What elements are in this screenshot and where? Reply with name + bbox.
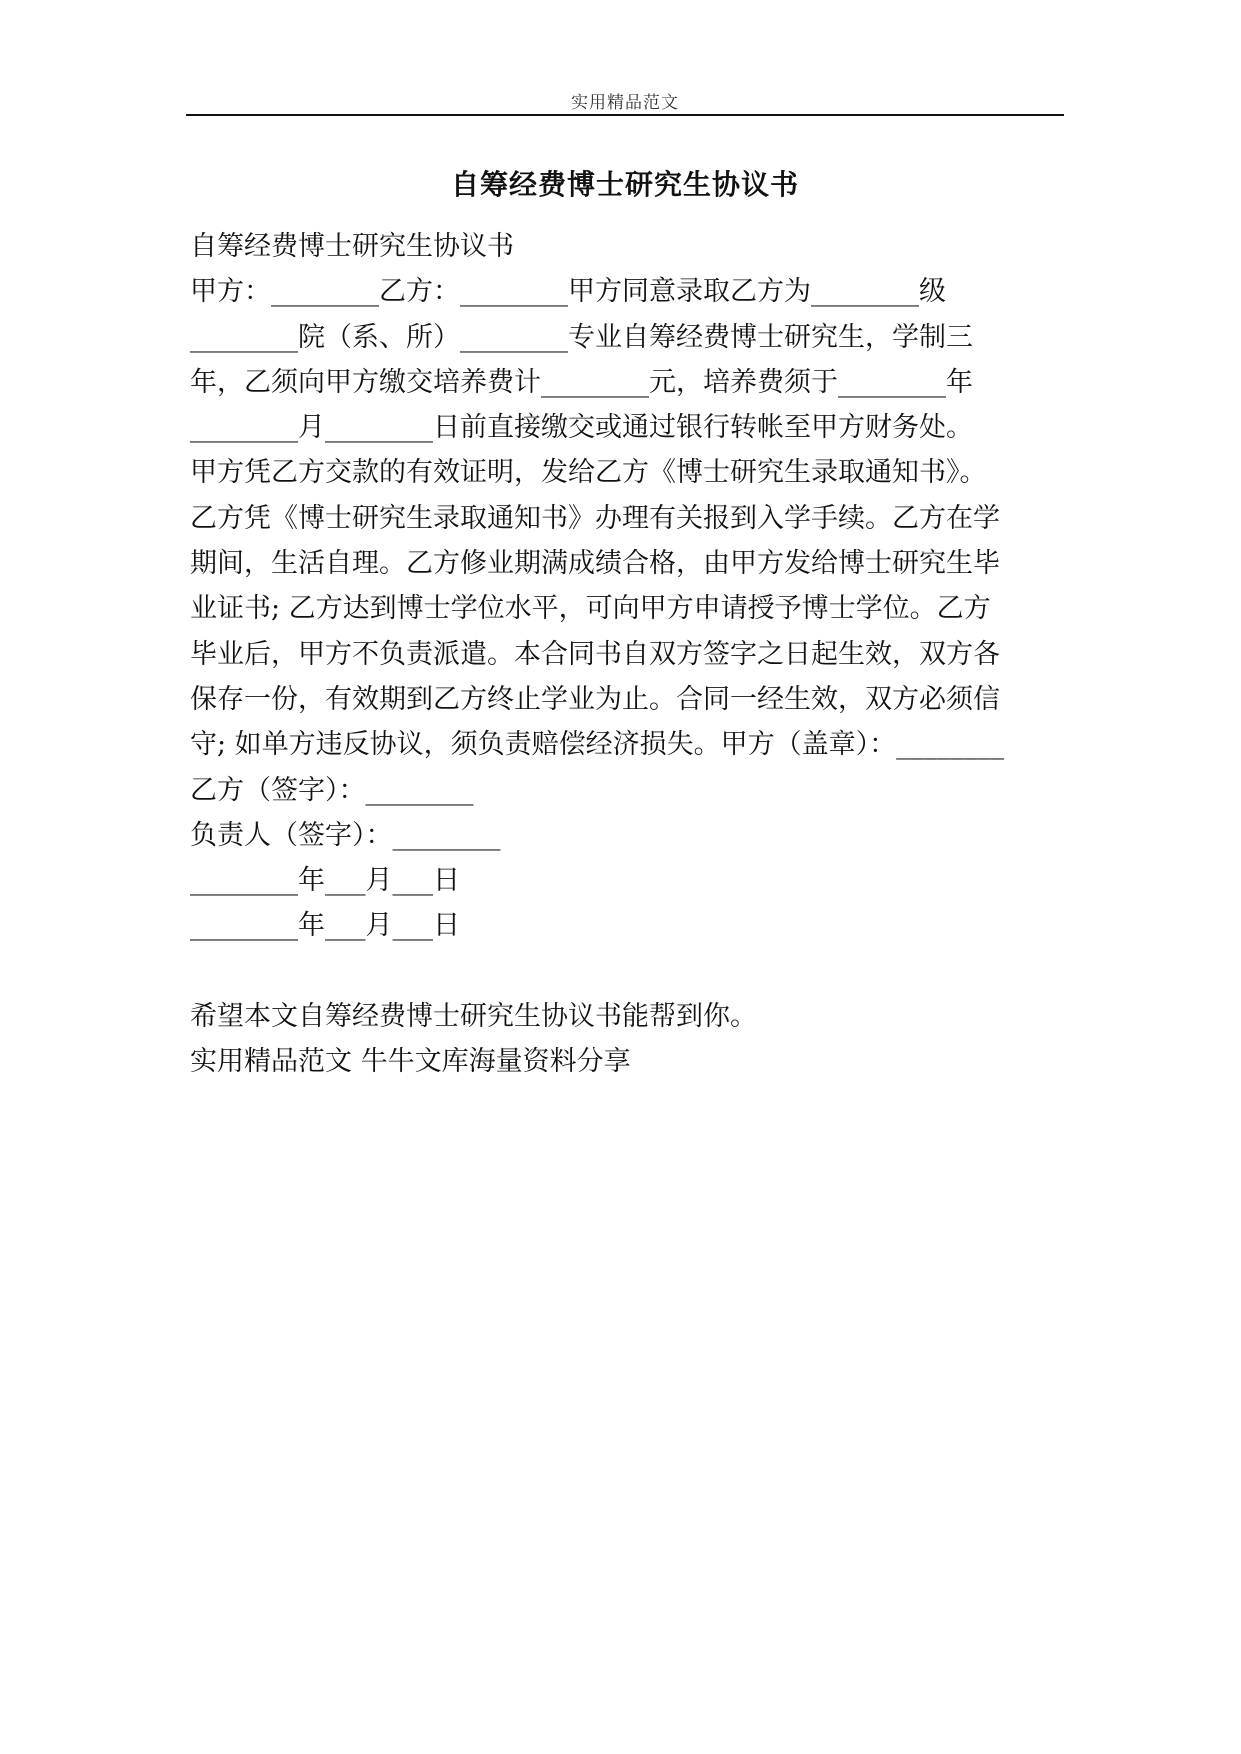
body-line: 业证书; 乙方达到博士学位水平，可向甲方申请授予博士学位。乙方 [190, 593, 991, 625]
body-line: 毕业后，甲方不负责派遣。本合同书自双方签字之日起生效，双方各 [190, 638, 1000, 670]
date-line: ________年___月___日 [190, 865, 460, 897]
body-line: 年，乙须向甲方缴交培养费计________元，培养费须于________年 [190, 366, 973, 398]
signature-line-party-b: 乙方（签字）：________ [190, 774, 474, 806]
body-line: 甲方凭乙方交款的有效证明，发给乙方《博士研究生录取通知书》。 [190, 457, 987, 489]
document-title: 自筹经费博士研究生协议书 [450, 168, 799, 201]
header-rule [186, 114, 1064, 116]
blank-spacer [190, 949, 1070, 994]
document-body [190, 224, 1070, 1085]
closing-line: 希望本文自筹经费博士研究生协议书能帮到你。 [190, 1001, 757, 1033]
signature-line-responsible: 负责人（签字）：________ [190, 819, 501, 851]
footer-line: 实用精品范文 牛牛文库海量资料分享 [190, 1046, 631, 1078]
body-line: 保存一份，有效期到乙方终止学业为止。合同一经生效，双方必须信 [190, 683, 1000, 715]
body-line: 自筹经费博士研究生协议书 [190, 231, 514, 262]
page-header: 实用精品范文 [571, 93, 679, 113]
body-line: 甲方：________乙方：________甲方同意录取乙方为________级 [190, 276, 946, 308]
body-line: 期间，生活自理。乙方修业期满成绩合格，由甲方发给博士研究生毕 [190, 548, 1000, 580]
body-line: ________月________日前直接缴交或通过银行转帐至甲方财务处。 [190, 412, 973, 444]
body-line: 乙方凭《博士研究生录取通知书》办理有关报到入学手续。乙方在学 [190, 502, 1000, 534]
date-line: ________年___月___日 [190, 910, 460, 942]
body-line: 守; 如单方违反协议，须负责赔偿经济损失。甲方（盖章）：________ [190, 729, 1005, 761]
body-line: ________院（系、所）________专业自筹经费博士研究生，学制三 [190, 321, 973, 353]
